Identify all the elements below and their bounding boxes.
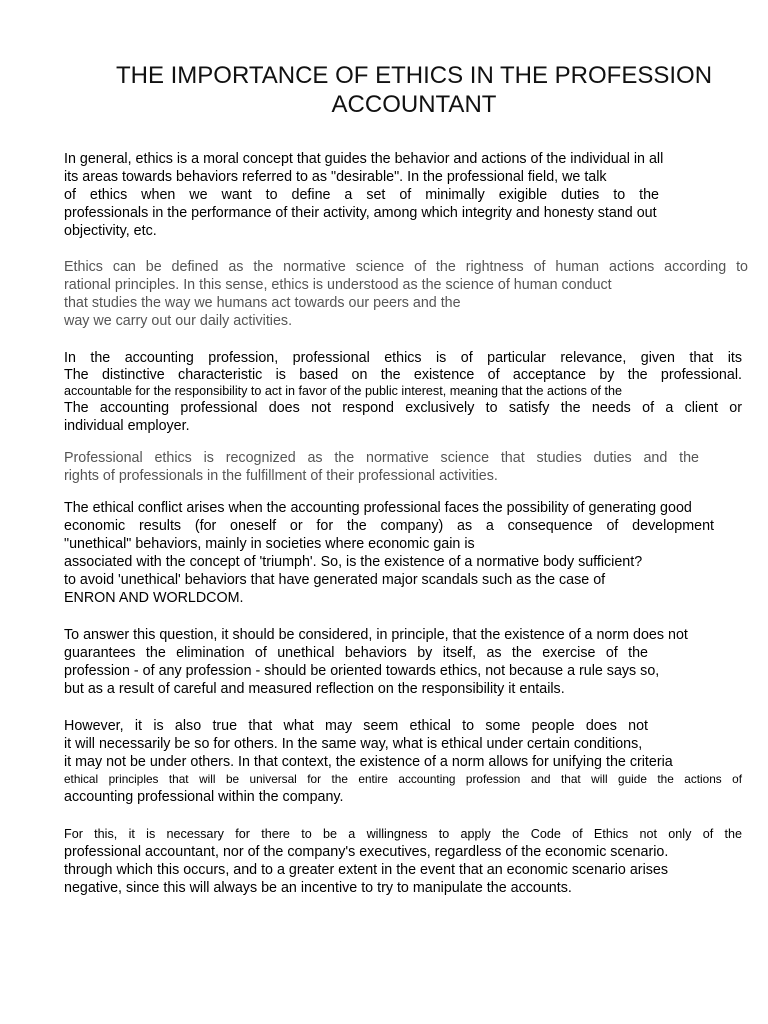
text-line: "unethical" behaviors, mainly in societies where economic gain is: [64, 536, 475, 552]
text-line: but as a result of careful and measured reflection on the responsibility it entails.: [64, 681, 565, 697]
text-line: However, it is also true that what may seem ethical to some people does not: [64, 718, 648, 734]
text-line: accountable for the responsibility to act in favor of the public interest, meaning that the actions of the: [64, 384, 622, 398]
page-title: [60, 61, 768, 119]
text-line: accounting professional within the company.: [64, 789, 344, 805]
text-line: its areas towards behaviors referred to as "desirable". In the professional field, we talk: [64, 169, 607, 185]
text-line: it may not be under others. In that context, the existence of a norm allows for unifying the criteria: [64, 754, 673, 770]
text-line: profession - of any profession - should be oriented towards ethics, not because a rule says so,: [64, 663, 660, 679]
paragraph-4: [64, 449, 742, 485]
text-line: associated with the concept of 'triumph'. So, is the existence of a normative body sufficient?: [64, 554, 643, 570]
text-line: The ethical conflict arises when the accounting professional faces the possibility of generating good: [64, 500, 692, 516]
text-line: professional accountant, nor of the company's executives, regardless of the economic scenario.: [64, 844, 669, 860]
title-line: ACCOUNTANT: [331, 91, 497, 118]
text-line: guarantees the elimination of unethical behaviors by itself, as the exercise of the: [64, 645, 648, 661]
paragraph-2: [64, 258, 748, 330]
text-line: way we carry out our daily activities.: [64, 313, 293, 329]
text-line: negative, since this will always be an incentive to try to manipulate the accounts.: [64, 880, 572, 896]
text-line: to avoid 'unethical' behaviors that have generated major scandals such as the case of: [64, 572, 606, 588]
paragraph-8: [64, 825, 742, 897]
text-line: rights of professionals in the fulfillment of their professional activities.: [64, 468, 498, 484]
text-line: it will necessarily be so for others. In the same way, what is ethical under certain conditions,: [64, 736, 643, 752]
text-line: The accounting professional does not respond exclusively to satisfy the needs of a client or: [64, 400, 742, 416]
text-line: economic results (for oneself or for the company) as a consequence of development: [64, 518, 714, 534]
text-line: objectivity, etc.: [64, 223, 157, 239]
paragraph-6: [64, 626, 742, 698]
text-line: For this, it is necessary for there to be a willingness to apply the Code of Ethics not only of the: [64, 827, 742, 841]
text-line: rational principles. In this sense, ethics is understood as the science of human conduct: [64, 277, 612, 293]
paragraph-1: [64, 150, 742, 240]
text-line: professionals in the performance of their activity, among which integrity and honesty stand out: [64, 205, 657, 221]
paragraph-3: [64, 349, 742, 435]
text-line: ethical principles that will be universal for the entire accounting profession and that will guide the actions of: [64, 772, 742, 786]
title-line: THE IMPORTANCE OF ETHICS IN THE PROFESSION: [115, 62, 713, 89]
text-line: In the accounting profession, professional ethics is of particular relevance, given that its: [64, 350, 742, 366]
text-line: through which this occurs, and to a greater extent in the event that an economic scenario arises: [64, 862, 668, 878]
text-line: Professional ethics is recognized as the normative science that studies duties and the: [64, 450, 699, 466]
text-line: Ethics can be defined as the normative science of the rightness of human actions according to: [64, 259, 748, 275]
text-line: In general, ethics is a moral concept that guides the behavior and actions of the individual in all: [64, 151, 664, 167]
text-line: individual employer.: [64, 418, 190, 434]
text-line: ENRON AND WORLDCOM.: [64, 590, 244, 606]
text-line: of ethics when we want to define a set of minimally exigible duties to the: [64, 187, 659, 203]
text-line: that studies the way we humans act towards our peers and the: [64, 295, 461, 311]
paragraph-7: [64, 717, 742, 806]
text-line: The distinctive characteristic is based on the existence of acceptance by the professional.: [64, 367, 742, 383]
text-line: To answer this question, it should be considered, in principle, that the existence of a norm does not: [64, 627, 688, 643]
paragraph-5: [64, 499, 742, 607]
